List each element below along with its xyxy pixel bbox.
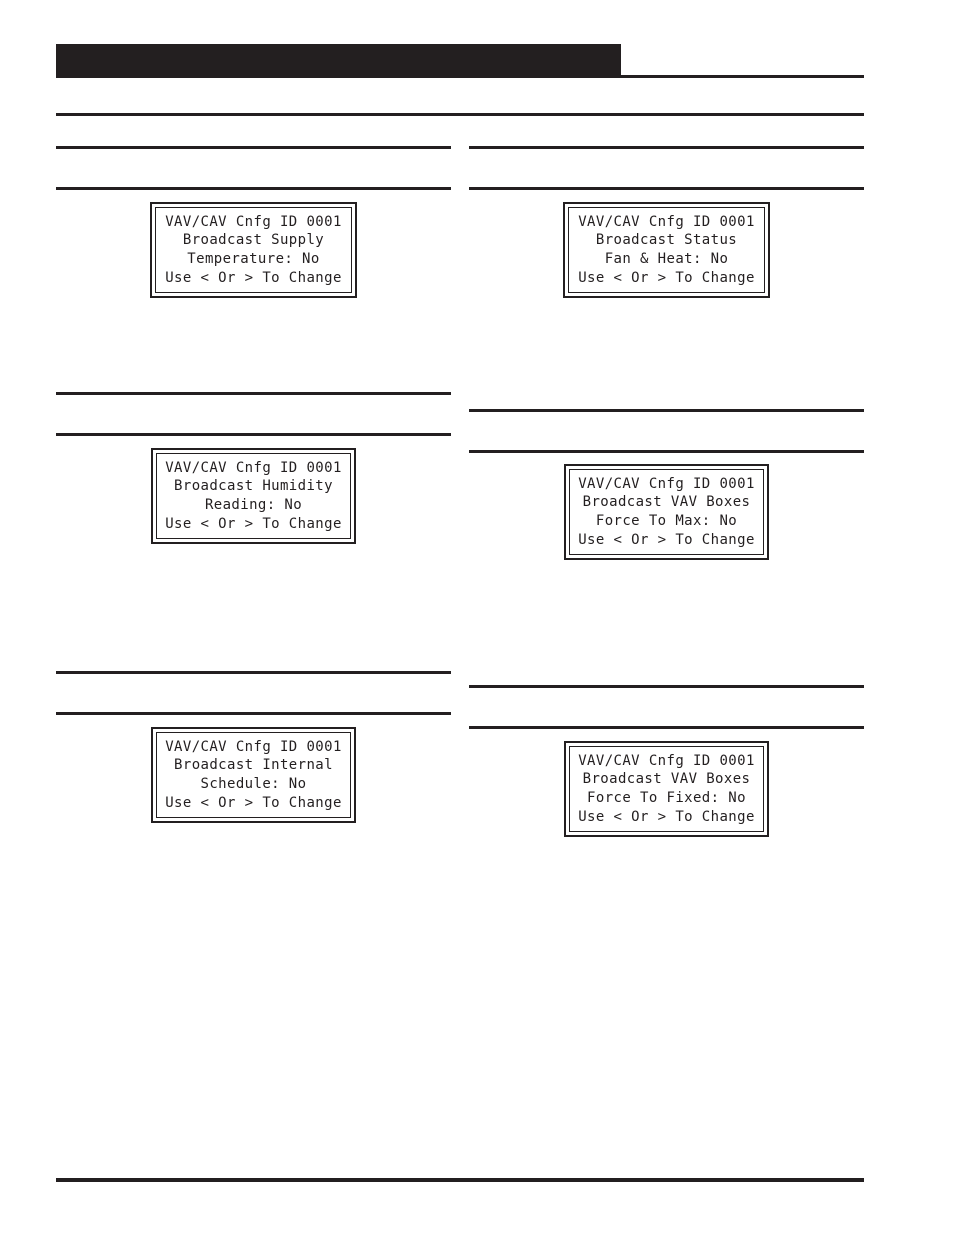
lcd-screen xyxy=(569,746,764,832)
left-rule-1b xyxy=(56,187,451,190)
lcd-display-vav-force-max xyxy=(564,464,769,560)
lcd-line: VAV/CAV Cnfg ID 0001 xyxy=(165,213,342,230)
left-rule-3a xyxy=(56,671,451,674)
lcd-screen xyxy=(156,732,351,818)
lcd-line: VAV/CAV Cnfg ID 0001 xyxy=(578,752,755,769)
left-rule-2b xyxy=(56,433,451,436)
lcd-line: Broadcast Status xyxy=(595,232,738,249)
lcd-line: Broadcast VAV Boxes xyxy=(582,771,751,788)
lcd-line: Broadcast Humidity xyxy=(174,478,333,495)
lcd-line: VAV/CAV Cnfg ID 0001 xyxy=(165,459,342,476)
footer-rule xyxy=(56,1178,864,1182)
right-rule-3b xyxy=(469,726,864,729)
lcd-screen xyxy=(156,453,351,539)
lcd-screen xyxy=(568,207,765,293)
lcd-line: Use < Or > To Change xyxy=(165,515,342,532)
lcd-display-status-fan-heat xyxy=(563,202,770,298)
left-rule-3b xyxy=(56,712,451,715)
lcd-line: VAV/CAV Cnfg ID 0001 xyxy=(165,738,342,755)
lcd-screen xyxy=(155,207,352,293)
right-rule-3a xyxy=(469,685,864,688)
lcd-line: Use < Or > To Change xyxy=(165,269,342,286)
lcd-line: Use < Or > To Change xyxy=(578,269,755,286)
lcd-line: Reading: No xyxy=(204,497,303,513)
section-rule xyxy=(56,113,864,116)
right-rule-1b xyxy=(469,187,864,190)
lcd-display-humidity-reading xyxy=(151,448,356,544)
lcd-line: Broadcast VAV Boxes xyxy=(582,494,751,511)
lcd-line: Broadcast Internal xyxy=(174,757,333,774)
lcd-line: Schedule: No xyxy=(200,776,307,792)
lcd-line: VAV/CAV Cnfg ID 0001 xyxy=(578,475,755,492)
lcd-line: Use < Or > To Change xyxy=(578,808,755,825)
lcd-line: Force To Fixed: No xyxy=(587,790,746,806)
left-rule-1a xyxy=(56,146,451,149)
header-bar xyxy=(56,44,621,77)
left-rule-2a xyxy=(56,392,451,395)
header-rule xyxy=(56,75,864,78)
lcd-screen xyxy=(569,469,764,555)
lcd-line: VAV/CAV Cnfg ID 0001 xyxy=(578,213,755,230)
lcd-display-vav-force-fixed xyxy=(564,741,769,837)
lcd-line: Broadcast Supply xyxy=(182,232,325,249)
lcd-line: Use < Or > To Change xyxy=(578,531,755,548)
lcd-line: Temperature: No xyxy=(187,251,320,267)
right-rule-2b xyxy=(469,450,864,453)
lcd-line: Force To Max: No xyxy=(595,513,738,529)
lcd-display-supply-temperature xyxy=(150,202,357,298)
right-rule-2a xyxy=(469,409,864,412)
lcd-line: Use < Or > To Change xyxy=(165,794,342,811)
right-rule-1a xyxy=(469,146,864,149)
lcd-line: Fan & Heat: No xyxy=(604,251,729,267)
lcd-display-internal-schedule xyxy=(151,727,356,823)
